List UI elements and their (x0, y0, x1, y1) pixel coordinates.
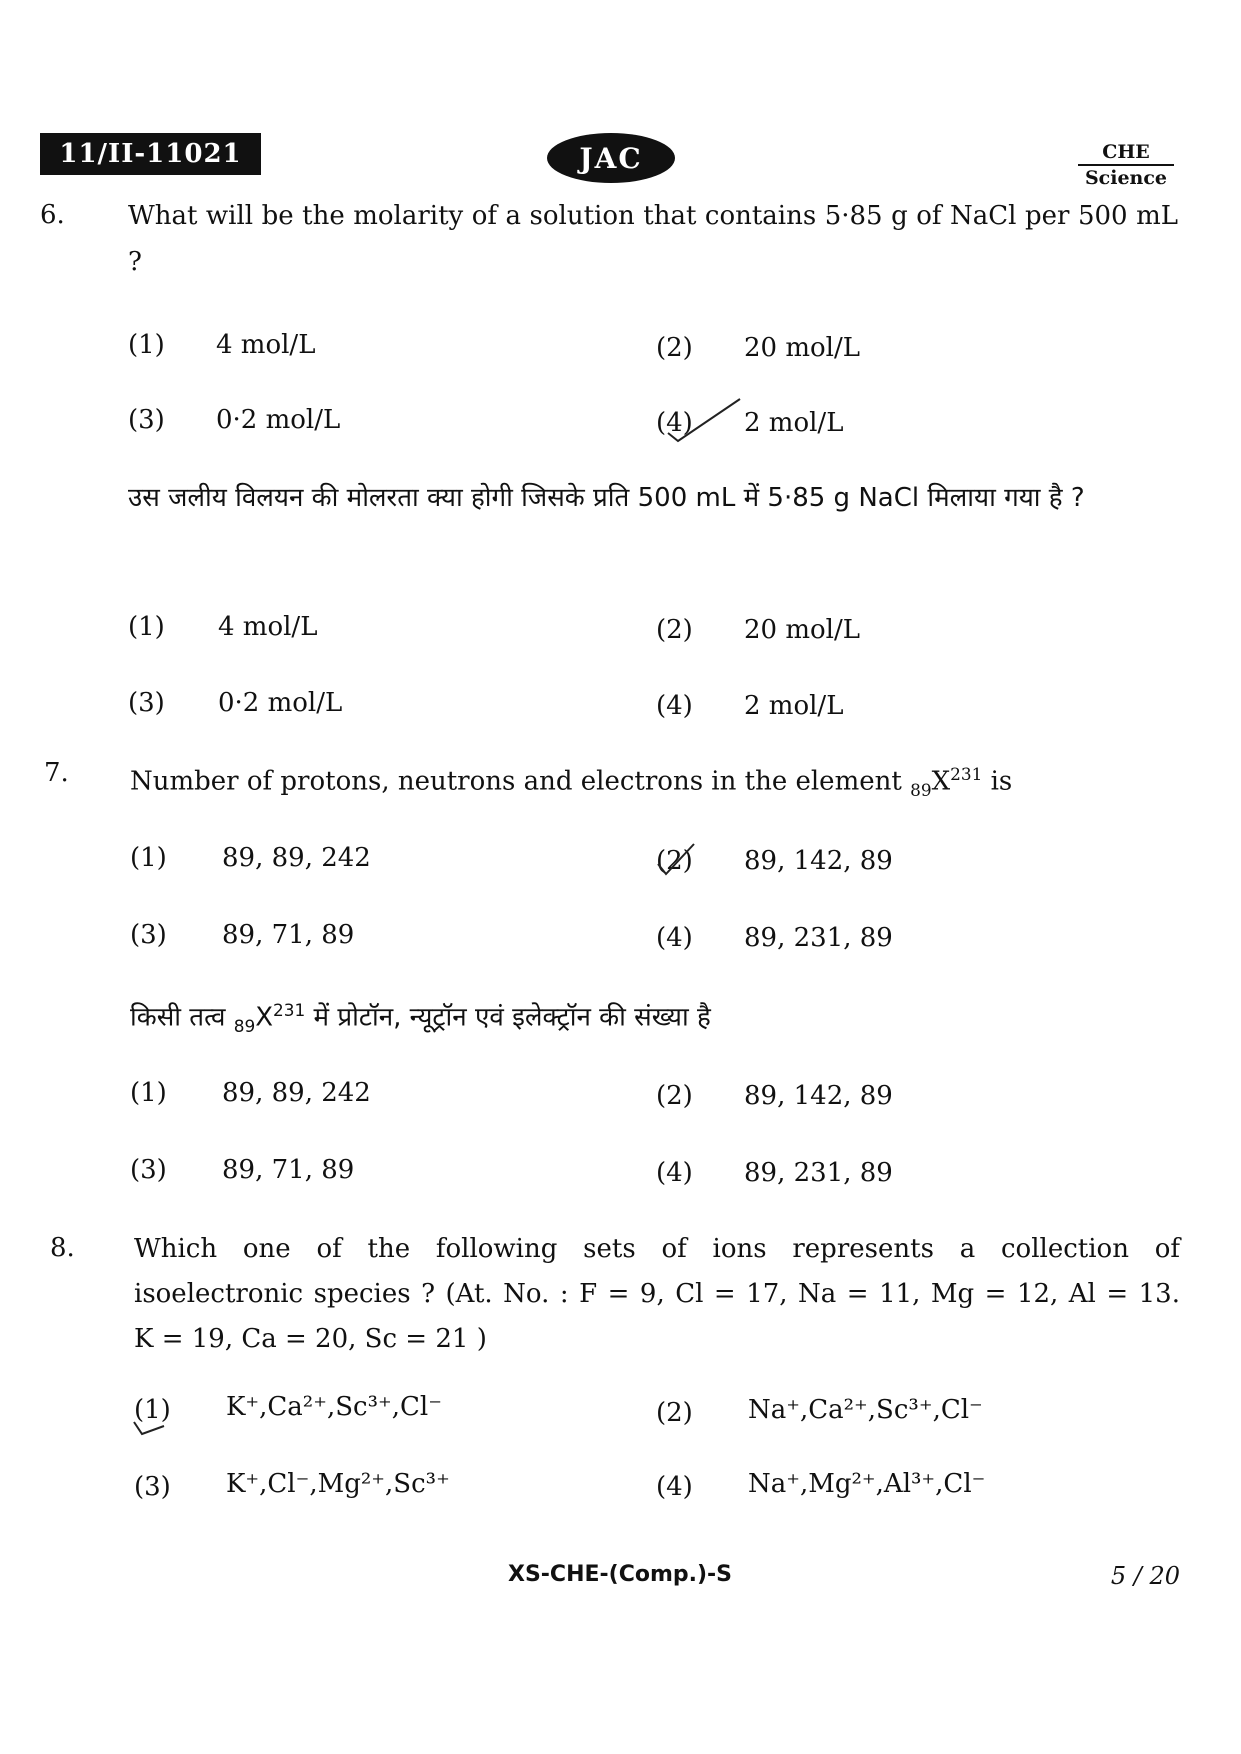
option-value: 89, 142, 89 (744, 846, 893, 876)
answer-tick-mark (660, 395, 750, 445)
option-value: 20 mol/L (744, 615, 860, 645)
option-value: 89, 231, 89 (744, 923, 893, 953)
option-number: (4) (656, 691, 693, 721)
question-text-part: में प्रोटॉन, न्यूट्रॉन एवं इलेक्ट्रॉन की संख्या है (313, 1002, 711, 1033)
option-value: 2 mol/L (744, 408, 844, 438)
option-number: (1) (130, 843, 167, 873)
atomic-number: 89 (233, 1015, 256, 1036)
option-value: 89, 89, 242 (222, 843, 371, 873)
option-number: (3) (134, 1472, 171, 1502)
question-text-part: Number of protons, neutrons and electrons in the element (130, 766, 902, 797)
answer-tick-mark (128, 1392, 172, 1438)
option-number: (2) (656, 333, 693, 363)
question-number: 8. (50, 1233, 75, 1263)
question-text-part: किसी तत्व (130, 1002, 226, 1033)
question-text-hi: उस जलीय विलयन की मोलरता क्या होगी जिसके प्रति 500 mL में 5·85 g NaCl मिलाया गया है ? (128, 483, 1085, 513)
footer-paper-code: XS-CHE-(Comp.)-S (507, 1562, 733, 1587)
option-number: (3) (128, 688, 165, 718)
option-number: (1) (128, 330, 165, 360)
mass-number: 231 (273, 1000, 306, 1020)
option-value: 4 mol/L (216, 330, 316, 360)
atomic-number: 89 (910, 779, 932, 800)
option-value: Na⁺,Ca²⁺,Sc³⁺,Cl⁻ (748, 1395, 983, 1425)
option-value: 0·2 mol/L (216, 405, 341, 435)
question-text-part: is (990, 766, 1013, 797)
page-number: 5 / 20 (1110, 1562, 1180, 1590)
option-number: (2) (656, 1398, 693, 1428)
option-value: 0·2 mol/L (218, 688, 343, 718)
option-value: 89, 142, 89 (744, 1081, 893, 1111)
option-value: 89, 71, 89 (222, 920, 355, 950)
element-symbol: X (255, 1002, 274, 1033)
option-number: (3) (130, 1155, 167, 1185)
option-number: (2) (656, 1081, 693, 1111)
option-number: (1) (130, 1078, 167, 1108)
option-number: (3) (128, 405, 165, 435)
mass-number: 231 (950, 764, 983, 784)
option-value: K⁺,Cl⁻,Mg²⁺,Sc³⁺ (226, 1469, 450, 1499)
option-value: 4 mol/L (218, 612, 318, 642)
option-number: (4) (656, 923, 693, 953)
paper-code: 11/II-11021 (40, 133, 261, 175)
option-value: 89, 89, 242 (222, 1078, 371, 1108)
option-value: 2 mol/L (744, 691, 844, 721)
option-number: (2) (656, 615, 693, 645)
question-text-en-line: K = 19, Ca = 20, Sc = 21 ) (134, 1324, 487, 1354)
subject-code: CHE (1078, 140, 1174, 166)
question-text-en (130, 751, 1180, 813)
option-value: 20 mol/L (744, 333, 860, 363)
question-number: 6. (40, 200, 65, 230)
option-value: K⁺,Ca²⁺,Sc³⁺,Cl⁻ (226, 1392, 442, 1422)
element-symbol: X (931, 766, 951, 797)
option-number: (4) (656, 1472, 693, 1502)
option-number: (1) (128, 612, 165, 642)
question-text-en-line: Which one of the following sets of ions represents a collection of (134, 1234, 1180, 1264)
option-value: 89, 71, 89 (222, 1155, 355, 1185)
option-number: (1) (134, 1395, 171, 1425)
answer-tick-mark (650, 840, 700, 880)
option-value: Na⁺,Mg²⁺,Al³⁺,Cl⁻ (748, 1469, 986, 1499)
subject-name: Science (1084, 167, 1168, 189)
jac-logo: JAC (547, 133, 675, 183)
option-number: (2) (656, 846, 693, 876)
question-number: 7. (44, 758, 69, 788)
option-number: (4) (656, 408, 693, 438)
option-number: (4) (656, 1158, 693, 1188)
question-text-en: What will be the molarity of a solution that contains 5·85 g of NaCl per 500 mL ? (128, 201, 1178, 277)
option-number: (3) (130, 920, 167, 950)
question-text-hi (130, 987, 1180, 1049)
question-text-en-line: isoelectronic species ? (At. No. : F = 9, Cl = 17, Na = 11, Mg = 12, Al = 13. (134, 1279, 1180, 1309)
subject-label (1078, 140, 1174, 190)
option-value: 89, 231, 89 (744, 1158, 893, 1188)
